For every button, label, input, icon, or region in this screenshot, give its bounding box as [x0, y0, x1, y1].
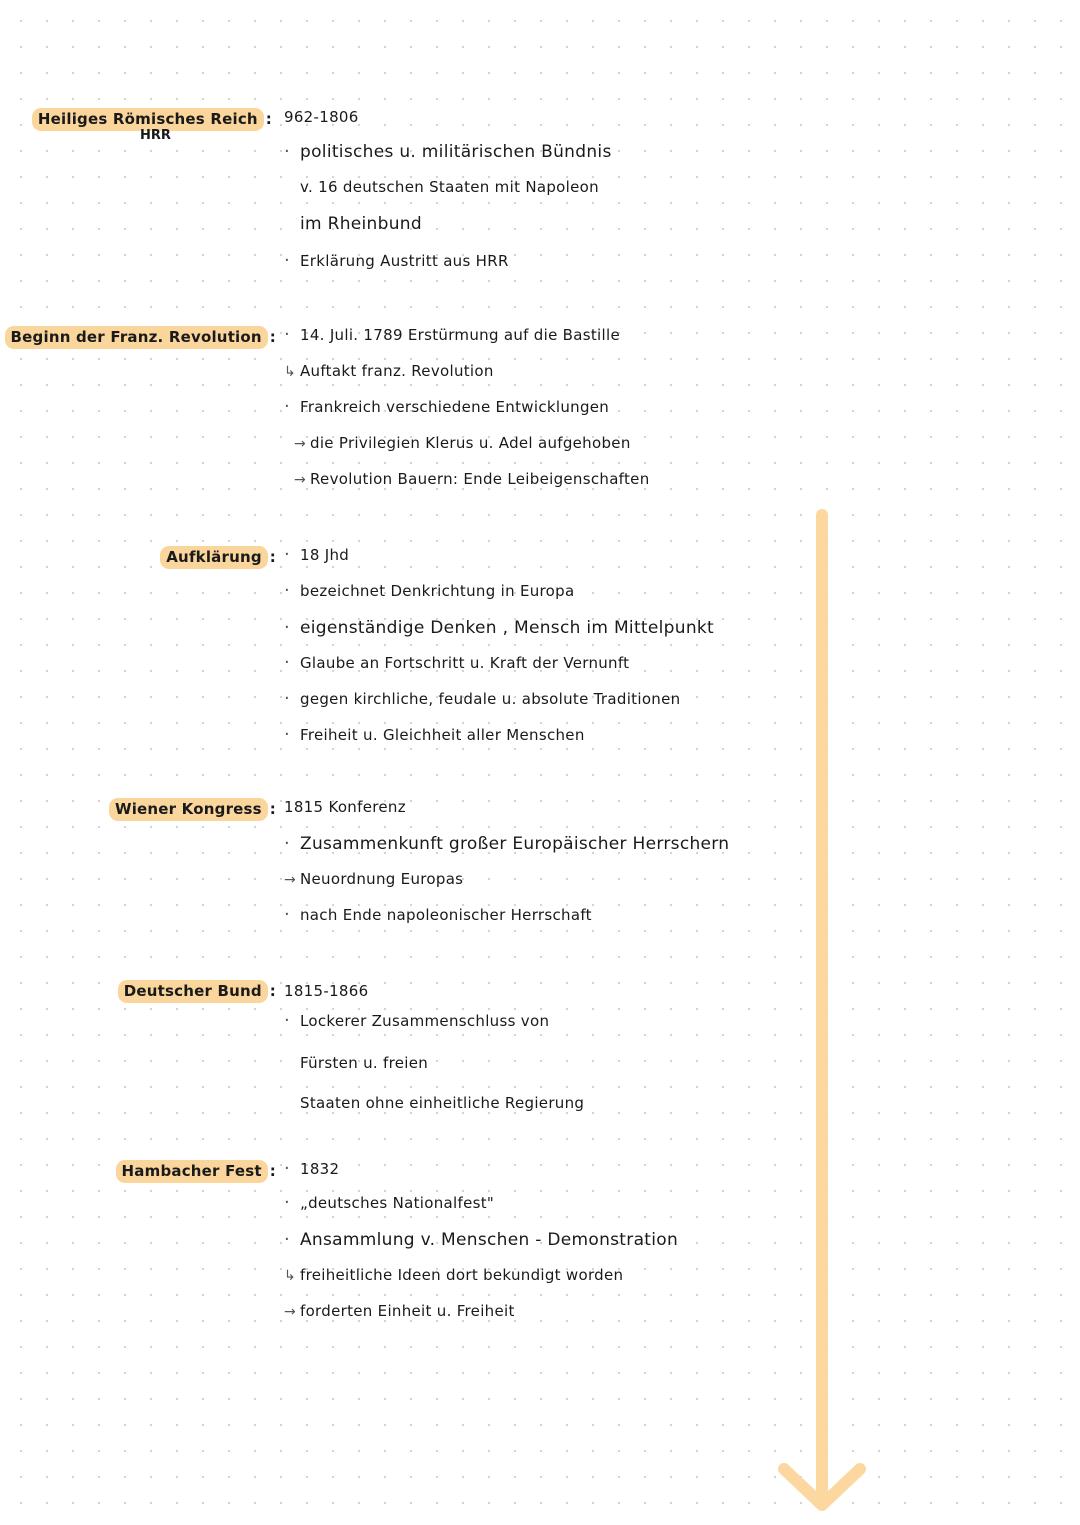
- bullet-dot-icon: [284, 692, 300, 708]
- bullet-dot-icon: [284, 837, 300, 853]
- line-text: Auftakt franz. Revolution: [300, 362, 494, 380]
- bullet-dot-icon: [284, 728, 300, 744]
- line-item: [284, 870, 463, 888]
- line-text: Zusammenkunft großer Europäischer Herrschern: [300, 834, 730, 854]
- line-text: gegen kirchliche, feudale u. absolute Traditionen: [300, 690, 681, 708]
- line-text: forderten Einheit u. Freiheit: [300, 1302, 515, 1320]
- line-item: [284, 398, 609, 416]
- line-item: [284, 982, 368, 1000]
- line-item: [284, 1230, 678, 1250]
- heading-highlight: Deutscher Bund: [118, 980, 268, 1003]
- bullet-dot-icon: [284, 621, 300, 637]
- bullet-dot-icon: [284, 1162, 300, 1178]
- section-heading: Hambacher Fest :: [116, 1160, 278, 1183]
- line-text: Glaube an Fortschritt u. Kraft der Vernunft: [300, 654, 630, 672]
- line-item: [284, 108, 359, 126]
- line-item: [284, 546, 349, 564]
- line-item: [284, 618, 714, 638]
- bullet-dot-icon: [284, 548, 300, 564]
- line-text: Ansammlung v. Menschen - Demonstration: [300, 1230, 679, 1250]
- line-text: die Privilegien Klerus u. Adel aufgehoben: [310, 434, 631, 452]
- line-item: [284, 326, 620, 344]
- line-item: [284, 178, 599, 196]
- line-item: [284, 834, 729, 854]
- timeline-arrow-icon: [770, 160, 880, 1170]
- arrow-right-icon: [284, 872, 300, 888]
- line-text: nach Ende napoleonischer Herrschaft: [300, 906, 592, 924]
- line-text: eigenständige Denken , Mensch im Mittelpunkt: [300, 618, 715, 638]
- line-text: Erklärung Austritt aus HRR: [300, 252, 509, 270]
- line-item: [284, 726, 585, 744]
- bullet-dot-icon: [284, 328, 300, 344]
- heading-abbreviation: HRR: [140, 128, 171, 143]
- return-arrow-icon: [284, 364, 300, 380]
- heading-highlight: Wiener Kongress: [109, 798, 268, 821]
- bullet-dot-icon: [284, 254, 300, 270]
- bullet-dot-icon: [284, 1014, 300, 1030]
- line-item: [284, 798, 406, 816]
- line-text: 14. Juli. 1789 Erstürmung auf die Bastille: [300, 326, 620, 344]
- line-item: [284, 582, 574, 600]
- line-text: 18 Jhd: [300, 546, 350, 564]
- bullet-dot-icon: [284, 908, 300, 924]
- line-item: [284, 1094, 584, 1112]
- line-item: [284, 1194, 494, 1212]
- section-heading: Beginn der Franz. Revolution :: [5, 326, 278, 349]
- bullet-dot-icon: [284, 1196, 300, 1212]
- heading-highlight: Beginn der Franz. Revolution: [5, 326, 268, 349]
- line-text: 1815 Konferenz: [284, 798, 406, 816]
- line-item: [284, 906, 592, 924]
- line-text: 1815-1866: [284, 982, 369, 1000]
- line-item: [284, 214, 422, 234]
- arrow-right-icon: [294, 472, 310, 488]
- heading-highlight: Aufklärung: [160, 546, 268, 569]
- line-item: [284, 1012, 549, 1030]
- line-item: [284, 142, 612, 162]
- line-text: freiheitliche Ideen dort bekundigt worden: [300, 1266, 624, 1284]
- arrow-right-icon: [294, 436, 310, 452]
- line-text: Fürsten u. freien: [300, 1054, 429, 1072]
- return-arrow-icon: [284, 1268, 300, 1284]
- line-text: im Rheinbund: [300, 214, 422, 234]
- arrow-right-icon: [284, 1304, 300, 1320]
- line-item: [284, 1302, 515, 1320]
- heading-highlight: Heiliges Römisches Reich: [32, 108, 264, 131]
- bullet-dot-icon: [284, 145, 300, 161]
- line-item: [294, 434, 631, 452]
- line-text: Frankreich verschiedene Entwicklungen: [300, 398, 610, 416]
- line-item: [284, 654, 629, 672]
- line-item: [284, 362, 494, 380]
- line-text: 962-1806: [284, 108, 359, 126]
- line-text: v. 16 deutschen Staaten mit Napoleon: [300, 178, 599, 196]
- line-text: bezeichnet Denkrichtung in Europa: [300, 582, 575, 600]
- line-item: [284, 252, 509, 270]
- line-item: [294, 470, 650, 488]
- line-text: Lockerer Zusammenschluss von: [300, 1012, 550, 1030]
- section-heading: Deutscher Bund :: [118, 980, 278, 1003]
- line-text: Revolution Bauern: Ende Leibeigenschaften: [310, 470, 650, 488]
- bullet-dot-icon: [284, 400, 300, 416]
- line-text: Freiheit u. Gleichheit aller Menschen: [300, 726, 585, 744]
- heading-highlight: Hambacher Fest: [116, 1160, 268, 1183]
- line-item: [284, 1266, 623, 1284]
- line-text: politisches u. militärischen Bündnis: [300, 142, 612, 162]
- bullet-dot-icon: [284, 1233, 300, 1249]
- section-heading: Wiener Kongress :: [109, 798, 278, 821]
- bullet-dot-icon: [284, 584, 300, 600]
- section-heading: Aufklärung :: [160, 546, 278, 569]
- section-heading: Heiliges Römisches Reich :: [32, 108, 274, 131]
- line-text: „deutsches Nationalfest": [300, 1194, 495, 1212]
- line-item: [284, 1054, 428, 1072]
- line-item: [284, 690, 680, 708]
- line-item: [284, 1160, 339, 1178]
- line-text: Neuordnung Europas: [300, 870, 464, 888]
- bullet-dot-icon: [284, 656, 300, 672]
- line-text: 1832: [300, 1160, 340, 1178]
- line-text: Staaten ohne einheitliche Regierung: [300, 1094, 585, 1112]
